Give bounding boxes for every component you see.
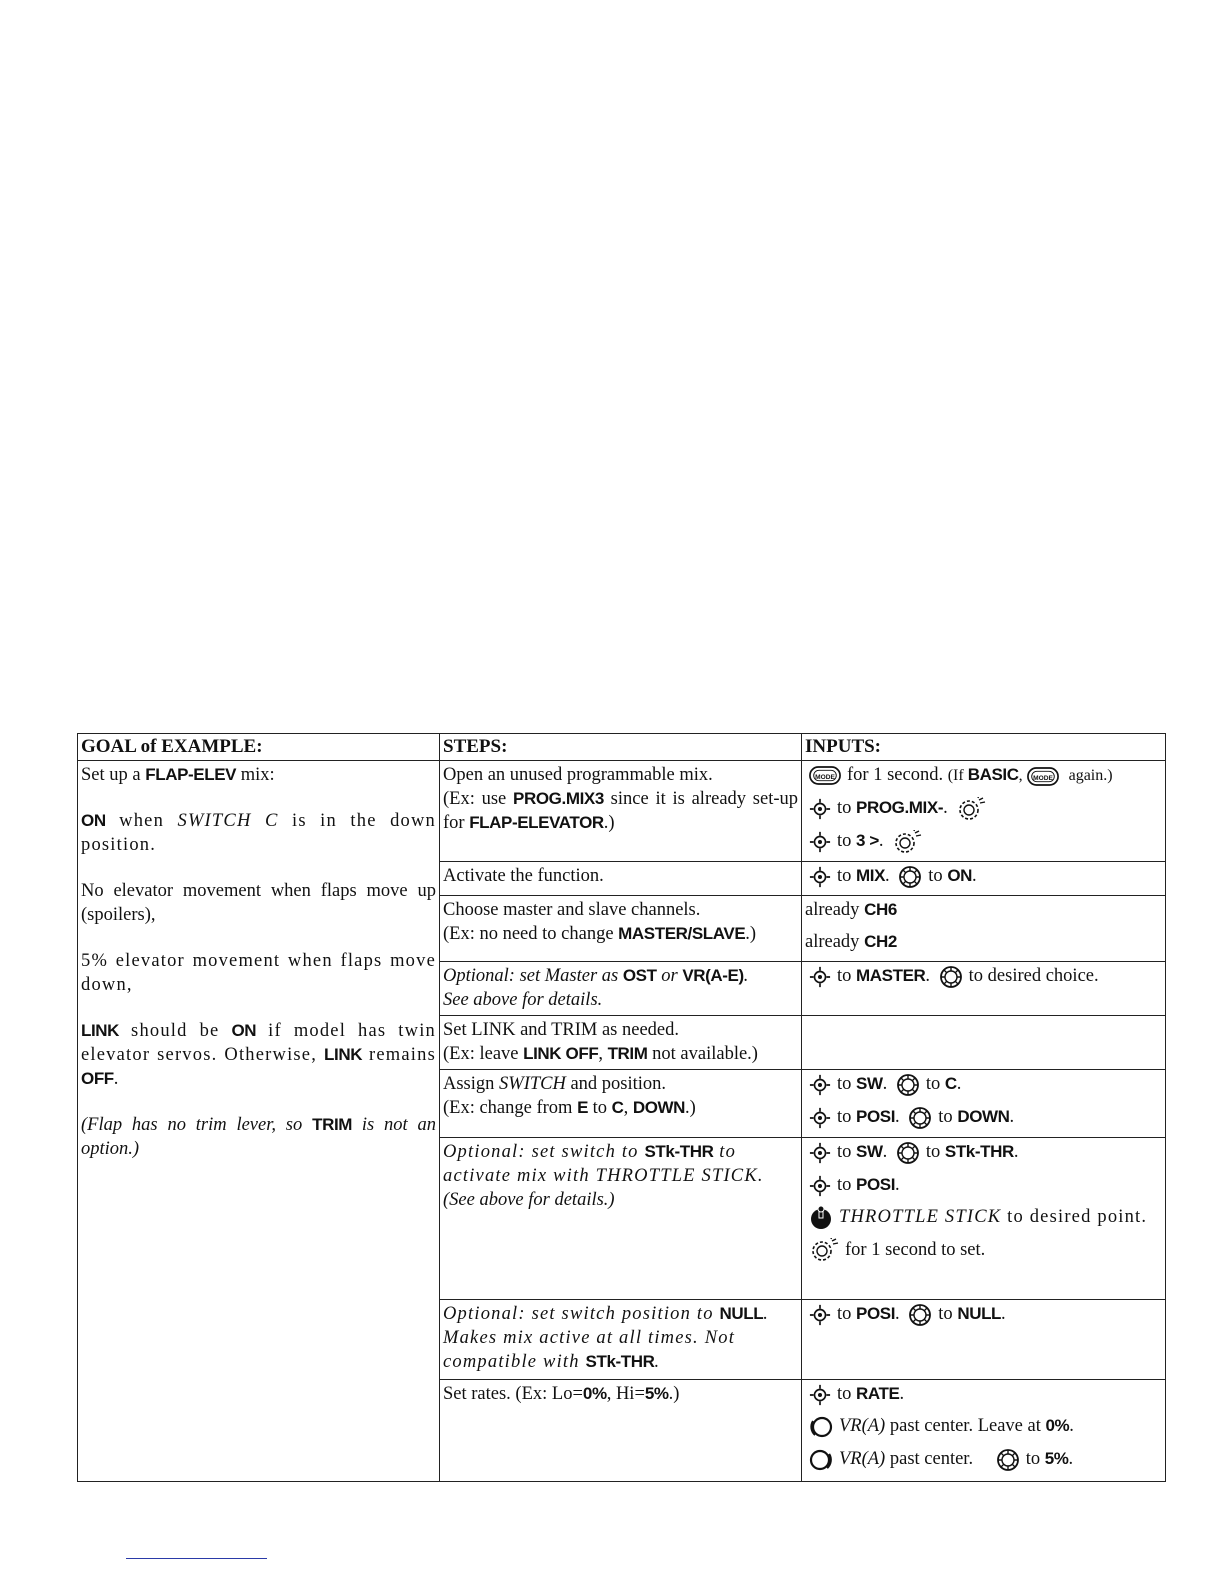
inputs-set-rates: to RATE. VR(A) past center. Leave at 0%. VR(A) past center. to 5%. [802, 1380, 1166, 1482]
cursor-pad-icon [809, 798, 831, 820]
goal-para-elevator: 5% elevator movement when flaps move down, [81, 951, 436, 995]
cursor-pad-icon [809, 966, 831, 988]
table-row [78, 761, 1166, 862]
goal-para-trim-note: (Flap has no trim lever, so TRIM is not an option.) [81, 1115, 437, 1159]
header-goal: GOAL of EXAMPLE: [78, 734, 440, 761]
dial-press-icon [892, 830, 922, 854]
inputs-open-mix: for 1 second. (If BASIC, again.) to PROG.MIX-. to 3 >. [802, 761, 1166, 862]
step-open-mix: Open an unused programmable mix. (Ex: use PROG.MIX3 since it is already set-up for FLAP-ELEVATOR.) [440, 761, 802, 862]
knob-turn-right-icon [809, 1448, 833, 1472]
mix-example-table [77, 733, 1166, 1482]
knob-turn-left-icon [809, 1415, 833, 1439]
dial-icon [908, 1303, 932, 1327]
step-optional-null: Optional: set switch position to NULL. Makes mix active at all times. Not compatible with STk-THR. [440, 1300, 802, 1380]
header-steps: STEPS: [440, 734, 802, 761]
cursor-pad-icon [809, 1304, 831, 1326]
cursor-pad-icon [809, 831, 831, 853]
goal-para-link: LINK should be ON if model has twin elevator servos. Otherwise, LINK remains OFF. [81, 1021, 436, 1089]
cursor-pad-icon [809, 1107, 831, 1129]
inputs-activate: to MIX. to ON. [802, 862, 1166, 896]
mode-button-icon [1027, 767, 1059, 786]
step-assign-switch: Assign SWITCH and position. (Ex: change from E to C, DOWN.) [440, 1070, 802, 1138]
step-link-trim: Set LINK and TRIM as needed. (Ex: leave LINK OFF, TRIM not available.) [440, 1016, 802, 1070]
inputs-master-slave: already CH6 already CH2 [802, 896, 1166, 962]
inputs-optional-stk-thr: to SW. to STk-THR. to POSI. THROTTLE STICK to desired point. for 1 second to set. [802, 1138, 1166, 1300]
dial-press-icon [956, 797, 986, 821]
dial-icon [939, 965, 963, 989]
dial-icon [896, 1073, 920, 1097]
goal-para-setup: Set up a FLAP-ELEV mix: [81, 765, 275, 785]
inputs-link-trim-empty [802, 1016, 1166, 1070]
dial-icon [996, 1448, 1020, 1472]
goal-para-spoilers: No elevator movement when flaps move up (spoilers), [81, 881, 436, 925]
step-master-slave: Choose master and slave channels. (Ex: no need to change MASTER/SLAVE.) [440, 896, 802, 962]
dial-icon [908, 1106, 932, 1130]
dial-icon [896, 1141, 920, 1165]
dial-press-icon [809, 1238, 839, 1262]
mode-button-icon [809, 766, 841, 785]
table-header-row [78, 734, 1166, 761]
header-inputs: INPUTS: [802, 734, 1166, 761]
cursor-pad-icon [809, 1384, 831, 1406]
step-activate: Activate the function. [440, 862, 802, 896]
goal-cell [78, 761, 440, 1482]
inputs-assign-switch: to SW. to C. to POSI. to DOWN. [802, 1070, 1166, 1138]
cursor-pad-icon [809, 1175, 831, 1197]
step-optional-stk-thr: Optional: set switch to STk-THR to activate mix with THROTTLE STICK. (See above for details.) [440, 1138, 802, 1300]
dial-icon [898, 865, 922, 889]
goal-para-on: ON when SWITCH C is in the down position. [81, 811, 436, 855]
cursor-pad-icon [809, 1142, 831, 1164]
throttle-stick-icon [809, 1206, 833, 1230]
footer-link-underline [126, 1558, 267, 1559]
step-set-rates: Set rates. (Ex: Lo=0%, Hi=5%.) [440, 1380, 802, 1482]
inputs-optional-master: to MASTER. to desired choice. [802, 962, 1166, 1016]
step-optional-master: Optional: set Master as OST or VR(A-E). See above for details. [440, 962, 802, 1016]
inputs-optional-null: to POSI. to NULL. [802, 1300, 1166, 1380]
cursor-pad-icon [809, 866, 831, 888]
cursor-pad-icon [809, 1074, 831, 1096]
